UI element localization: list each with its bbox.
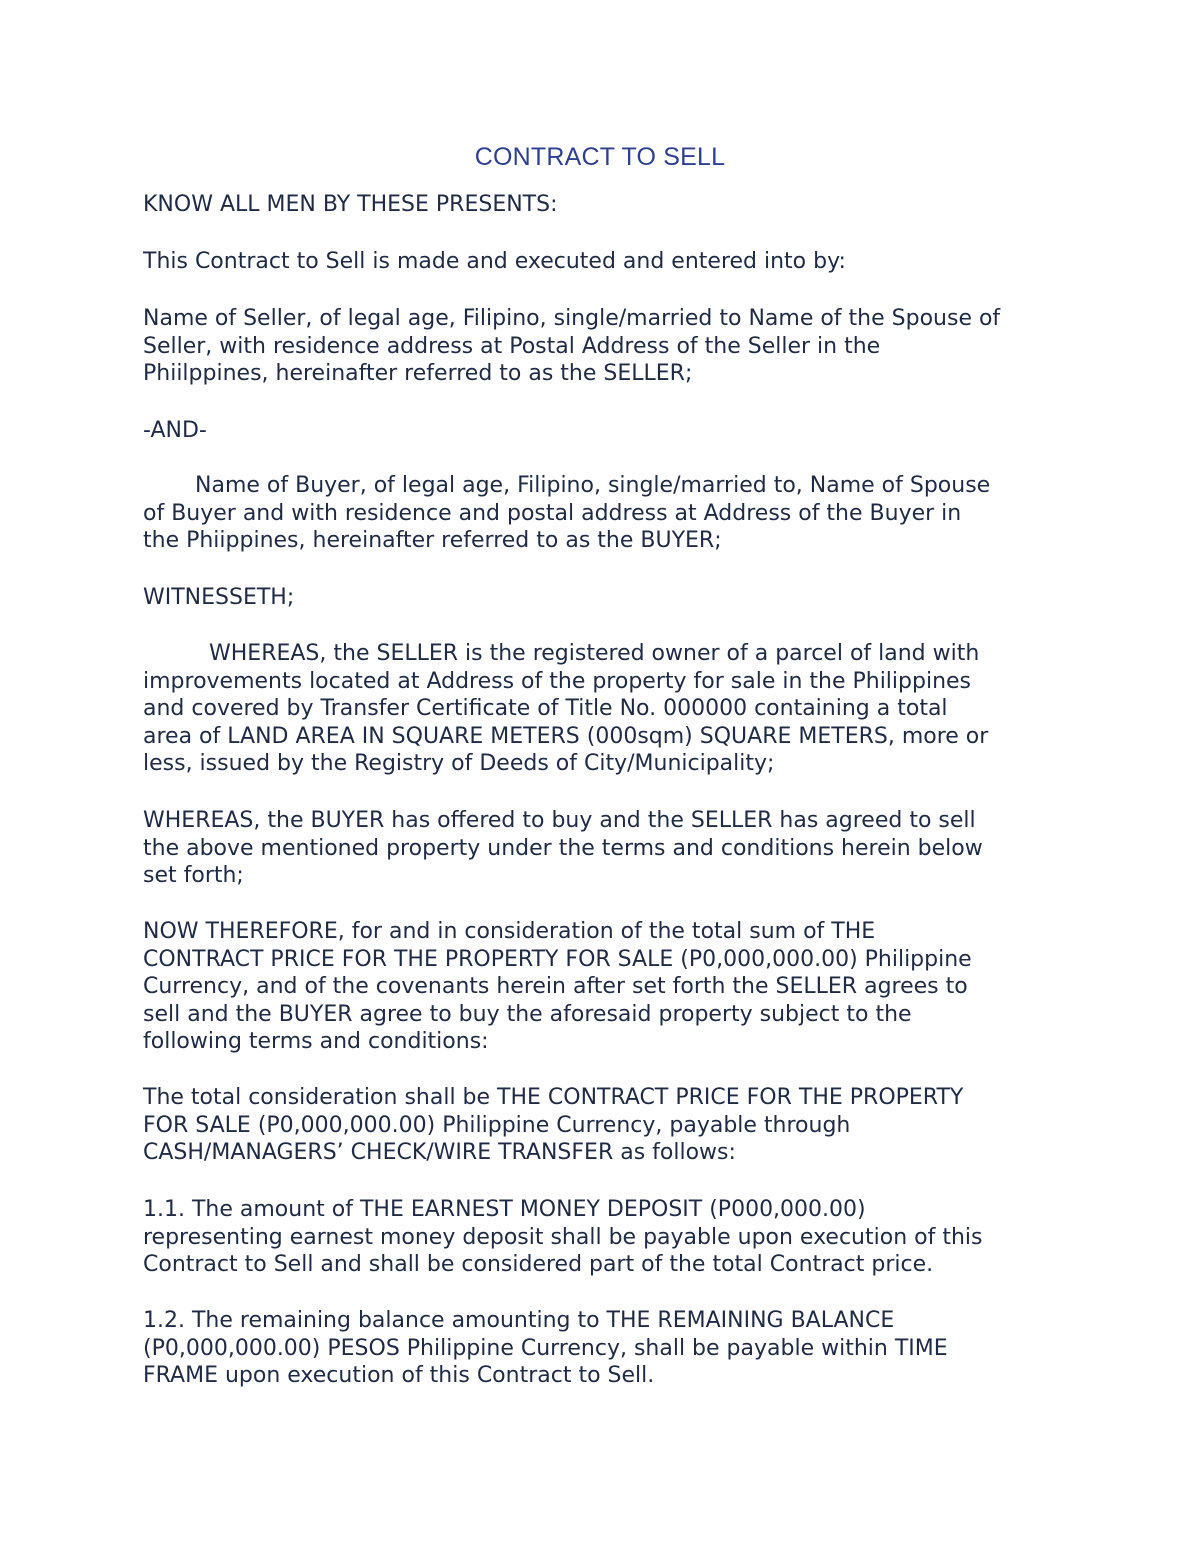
whereas-offer-paragraph: WHEREAS, the BUYER has offered to buy and the SELLER has agreed to sell the above mentioned property under the terms and conditions herein below set forth; (143, 808, 983, 888)
and-separator: -AND- (143, 418, 207, 443)
document-title: CONTRACT TO SELL (474, 143, 726, 171)
clause-1-2: 1.2. The remaining balance amounting to THE REMAINING BALANCE (P0,000,000.00) PESOS Philippine Currency, shall be payable within TIME FRAME upon execution of this Contract to Sell. (143, 1308, 948, 1388)
intro-paragraph: This Contract to Sell is made and executed and entered into by: (143, 249, 846, 274)
seller-paragraph: Name of Seller, of legal age, Filipino, single/married to Name of the Spouse of Seller, with residence address at Postal Address of the Seller in the Phiilppines, hereinafter referred to as the SELLER; (143, 306, 1001, 386)
witnesseth-heading: WITNESSETH; (143, 585, 295, 610)
buyer-paragraph: Name of Buyer, of legal age, Filipino, single/married to, Name of Spouse of Buyer and with residence and postal address at Address of the Buyer in the Phiippines, hereinafter referred to as the BUYER; (143, 473, 991, 553)
total-consideration-paragraph: The total consideration shall be THE CONTRACT PRICE FOR THE PROPERTY FOR SALE (P0,000,000.00) Philippine Currency, payable through CASH/MANAGERS’ CHECK/WIRE TRANSFER as follows: (143, 1085, 964, 1165)
clause-1-1: 1.1. The amount of THE EARNEST MONEY DEPOSIT (P000,000.00) representing earnest money deposit shall be payable upon execution of this Contract to Sell and shall be considered part of the total Contract price. (143, 1197, 983, 1277)
opening-clause: KNOW ALL MEN BY THESE PRESENTS: (143, 192, 558, 217)
whereas-ownership-paragraph: WHEREAS, the SELLER is the registered owner of a parcel of land with improvements located at Address of the property for sale in the Philippines and covered by Transfer Certificate of Title No. 000000 containing a total area of LAND AREA IN SQUARE METERS (000sqm) SQUARE METERS, more or less, issued by the Registry of Deeds of City/Municipality; (143, 641, 989, 776)
now-therefore-paragraph: NOW THEREFORE, for and in consideration of the total sum of THE CONTRACT PRICE FOR THE PROPERTY FOR SALE (P0,000,000.00) Philippine Currency, and of the covenants herein after set forth the SELLER agrees to sell and the BUYER agree to buy the aforesaid property subject to the following terms and conditions: (143, 919, 972, 1054)
